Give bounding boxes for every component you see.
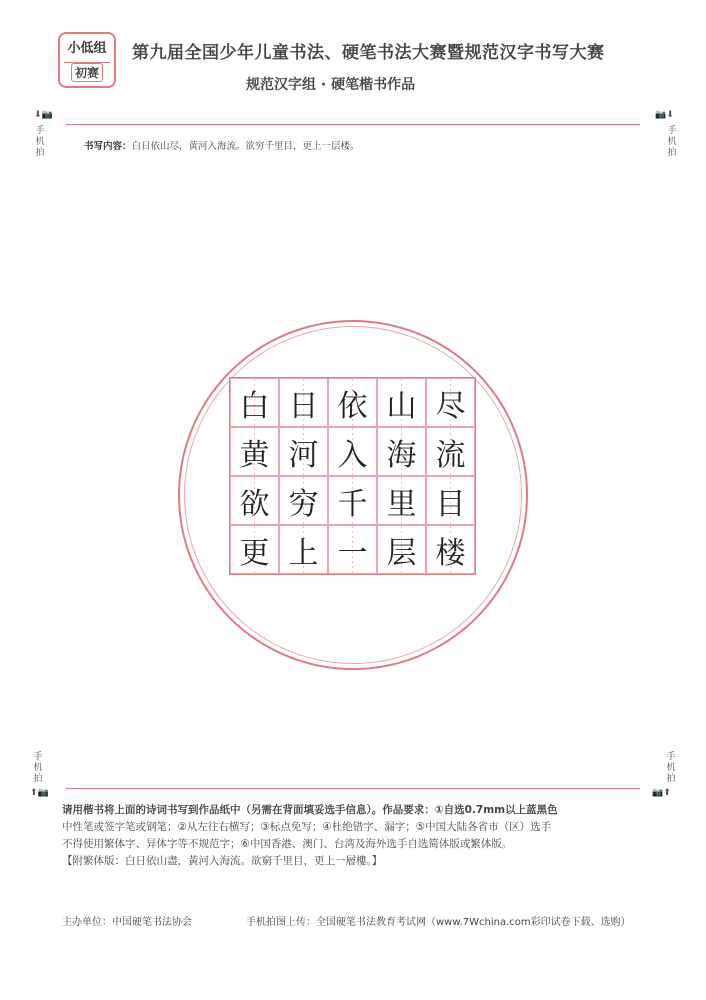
instructions — [62, 802, 652, 870]
grid-cell: 流 — [426, 427, 475, 476]
grid-cell: 白 — [230, 378, 279, 427]
grid-cell: 欲 — [230, 476, 279, 525]
grid-cell: 黄 — [230, 427, 279, 476]
grid-cell: 千 — [328, 476, 377, 525]
writing-grid — [229, 377, 476, 575]
grid-cell: 入 — [328, 427, 377, 476]
grid-cell: 依 — [328, 378, 377, 427]
grid-cell: 更 — [230, 525, 279, 574]
grid-cell: 里 — [377, 476, 426, 525]
instruction-line-2: 中性笔或签字笔或钢笔；②从左往右横写；③标点免写；④杜绝错字、漏字；⑤中国大陆各省市（区）选手 — [62, 821, 552, 833]
stage-label: 初赛 — [71, 63, 103, 82]
grid-cell: 日 — [279, 378, 328, 427]
upload-info: 手机拍图上传：全国硬笔书法教育考试网（www.7Wchina.com彩印试卷下载、选购） — [246, 917, 631, 928]
bottom-divider — [66, 788, 640, 789]
organizer: 主办单位：中国硬笔书法协会 — [62, 917, 192, 928]
group-badge — [58, 32, 116, 88]
grid-cell: 楼 — [426, 525, 475, 574]
content-line — [84, 138, 360, 152]
camera-marker-bottom-left: ⬆📷 — [30, 788, 49, 798]
phone-photo-label-bottom-right: 手机拍 — [666, 752, 676, 784]
content-text: 白日依山尽，黄河入海流。欲穷千里目，更上一层楼。 — [131, 141, 360, 152]
page-title: 第九届全国少年儿童书法、硬笔书法大赛暨规范汉字书写大赛 — [132, 43, 605, 63]
instruction-line-3: 不得使用繁体字、异体字等不规范字；⑥中国香港、澳门、台湾及海外选手自选简体版或繁体版。 — [62, 838, 513, 850]
badge-divider — [64, 62, 110, 63]
camera-marker-top-right: 📷⬇ — [655, 110, 674, 120]
camera-marker-bottom-right: 📷⬆ — [652, 788, 671, 798]
grid-cell: 穷 — [279, 476, 328, 525]
grid-cell: 层 — [377, 525, 426, 574]
phone-photo-label-top-right: 手机拍 — [667, 126, 677, 158]
instruction-line-1: 请用楷书将上面的诗词书写到作品纸中（另需在背面填妥选手信息）。作品要求：①自选0.7mm以上蓝黑色 — [62, 804, 558, 816]
grid-cell: 目 — [426, 476, 475, 525]
phone-photo-label-bottom-left: 手机拍 — [33, 752, 43, 784]
group-label: 小低组 — [67, 41, 107, 56]
grid-cell: 尽 — [426, 378, 475, 427]
top-divider — [66, 124, 640, 125]
grid-cell: 上 — [279, 525, 328, 574]
grid-cell: 河 — [279, 427, 328, 476]
grid-cell: 一 — [328, 525, 377, 574]
page-subtitle: 规范汉字组 · 硬笔楷书作品 — [246, 77, 416, 93]
instruction-line-4: 【附繁体版：白日依山盡，黃河入海流。欲窮千里目，更上一層樓。】 — [62, 855, 383, 867]
phone-photo-label-top-left: 手机拍 — [35, 126, 45, 158]
content-label: 书写内容： — [84, 141, 132, 152]
grid-cell: 海 — [377, 427, 426, 476]
grid-cell: 山 — [377, 378, 426, 427]
camera-marker-top-left: ⬇📷 — [34, 110, 53, 120]
